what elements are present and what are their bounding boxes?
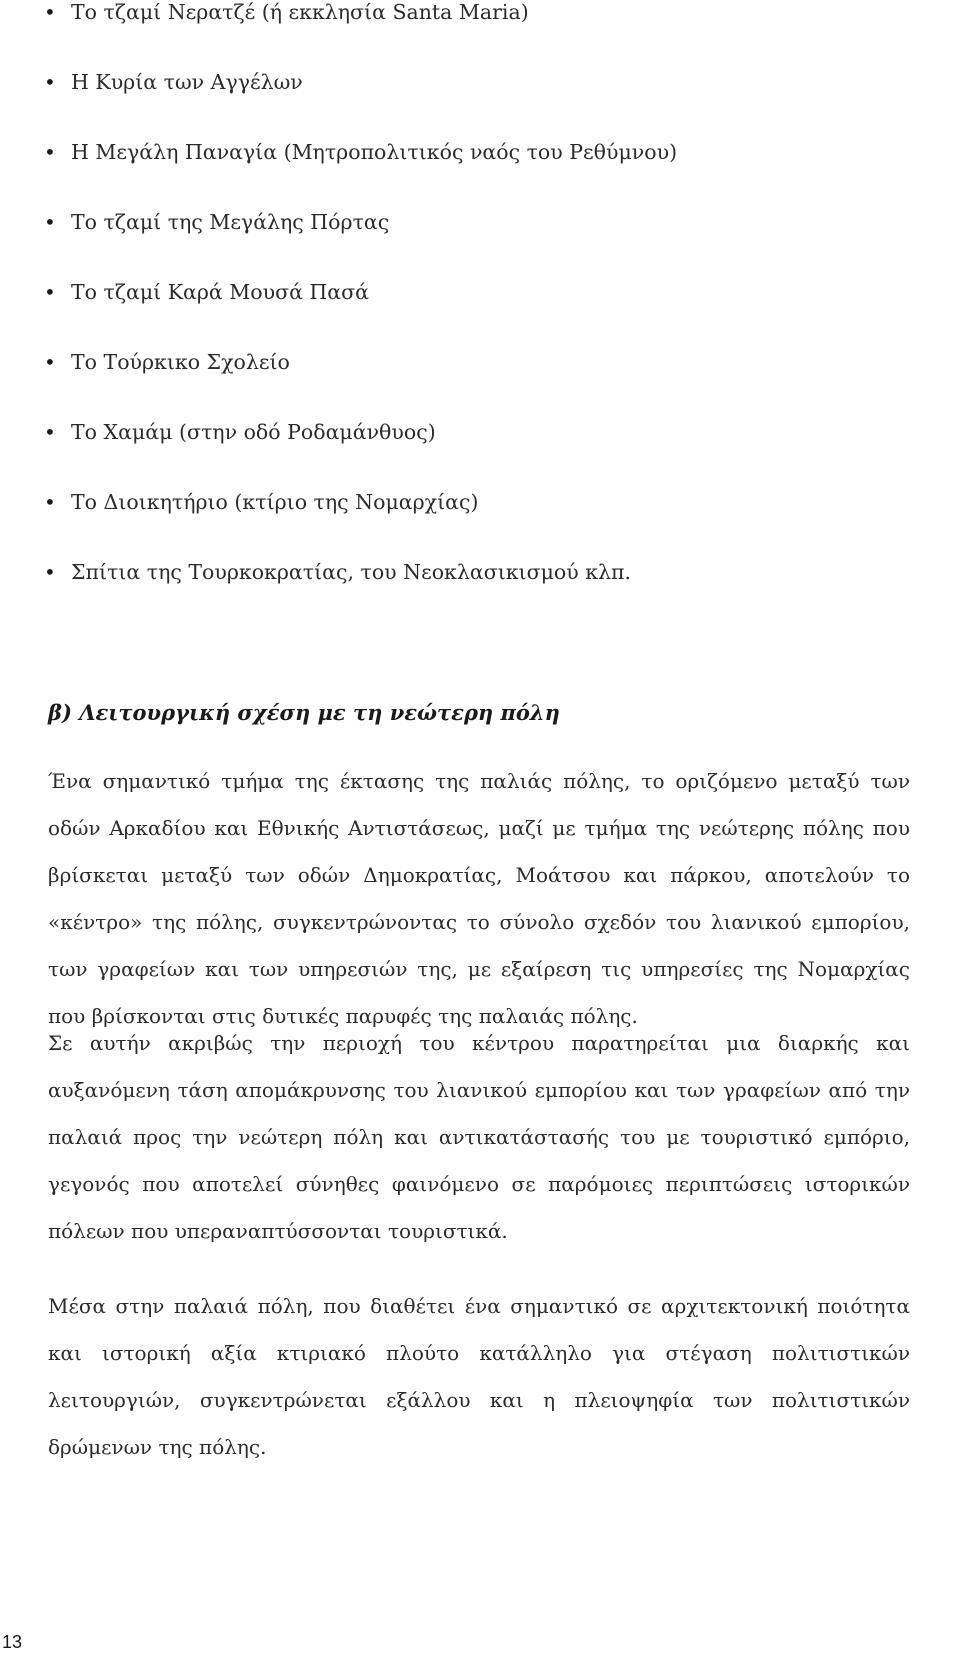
section-heading: β) Λειτουργική σχέση με τη νεώτερη πόλη <box>48 700 560 725</box>
list-item-text: Το Τούρκικο Σχολείο <box>71 350 290 374</box>
list-item-text: Το τζαμί της Μεγάλης Πόρτας <box>71 210 390 234</box>
list-item-text: Η Κυρία των Αγγέλων <box>71 70 303 94</box>
bullet-icon: • <box>44 70 56 94</box>
bullet-icon: • <box>44 140 56 164</box>
bullet-icon: • <box>44 560 56 584</box>
list-item <box>44 338 924 408</box>
list-item-text: Το τζαμί Νερατζέ (ή εκκλησία Santa Maria) <box>71 0 529 24</box>
bullet-icon: • <box>44 350 56 374</box>
list-item <box>44 548 924 618</box>
bullet-icon: • <box>44 490 56 514</box>
list-item-text: Σπίτια της Τουρκοκρατίας, του Νεοκλασικισμού κλπ. <box>71 560 632 584</box>
list-item <box>44 408 924 478</box>
list-item-text: Το τζαμί Καρά Μουσά Πασά <box>71 280 369 304</box>
page-number: 13 <box>2 1632 23 1652</box>
list-item-text: Η Μεγάλη Παναγία (Μητροπολιτικός ναός του Ρεθύμνου) <box>71 140 678 164</box>
list-item-text: Το Χαμάμ (στην οδό Ροδαμάνθυος) <box>71 420 436 444</box>
list-item-text: Το Διοικητήριο (κτίριο της Νομαρχίας) <box>71 490 479 514</box>
list-item <box>44 268 924 338</box>
landmark-bullet-list <box>44 0 924 618</box>
body-paragraph: Μέσα στην παλαιά πόλη, που διαθέτει ένα σημαντικό σε αρχιτεκτονική ποιότητα και ιστορική αξία κτιριακό πλούτο κατάλληλο για στέγαση πολιτιστικών λειτουργιών, συγκεντρώνεται εξάλλου και η πλειοψηφία των πολιτιστικών δρώμενων της πόλης. <box>48 1294 910 1459</box>
bullet-icon: • <box>44 280 56 304</box>
bullet-icon: • <box>44 420 56 444</box>
body-paragraph: Σε αυτήν ακριβώς την περιοχή του κέντρου παρατηρείται μια διαρκής και αυξανόμενη τάση απομάκρυνσης του λιανικού εμπορίου και των γραφείων από την παλαιά προς την νεώτερη πόλη και αντικατάστασής του με τουριστικό εμπόριο, γεγονός που αποτελεί σύνηθες φαινόμενο σε παρόμοιες περιπτώσεις ιστορικών πόλεων που υπεραναπτύσσονται τουριστικά. <box>48 1031 910 1243</box>
bullet-icon: • <box>44 210 56 234</box>
list-item <box>44 128 924 198</box>
list-item <box>44 198 924 268</box>
body-paragraph: Ένα σημαντικό τμήμα της έκτασης της παλιάς πόλης, το οριζόμενο μεταξύ των οδών Αρκαδίου και Εθνικής Αντιστάσεως, μαζί με τμήμα της νεώτερης πόλης που βρίσκεται μεταξύ των οδών Δημοκρατίας, Μοάτσου και πάρκου, αποτελούν το «κέντρο» της πόλης, συγκεντρώνοντας το σύνολο σχεδόν του λιανικού εμπορίου, των γραφείων και των υπηρεσιών της, με εξαίρεση τις υπηρεσίες της Νομαρχίας που βρίσκονται στις δυτικές παρυφές της παλαιάς πόλης. <box>48 769 910 1028</box>
list-item <box>44 478 924 548</box>
list-item <box>44 0 924 58</box>
list-item <box>44 58 924 128</box>
bullet-icon: • <box>44 0 56 24</box>
